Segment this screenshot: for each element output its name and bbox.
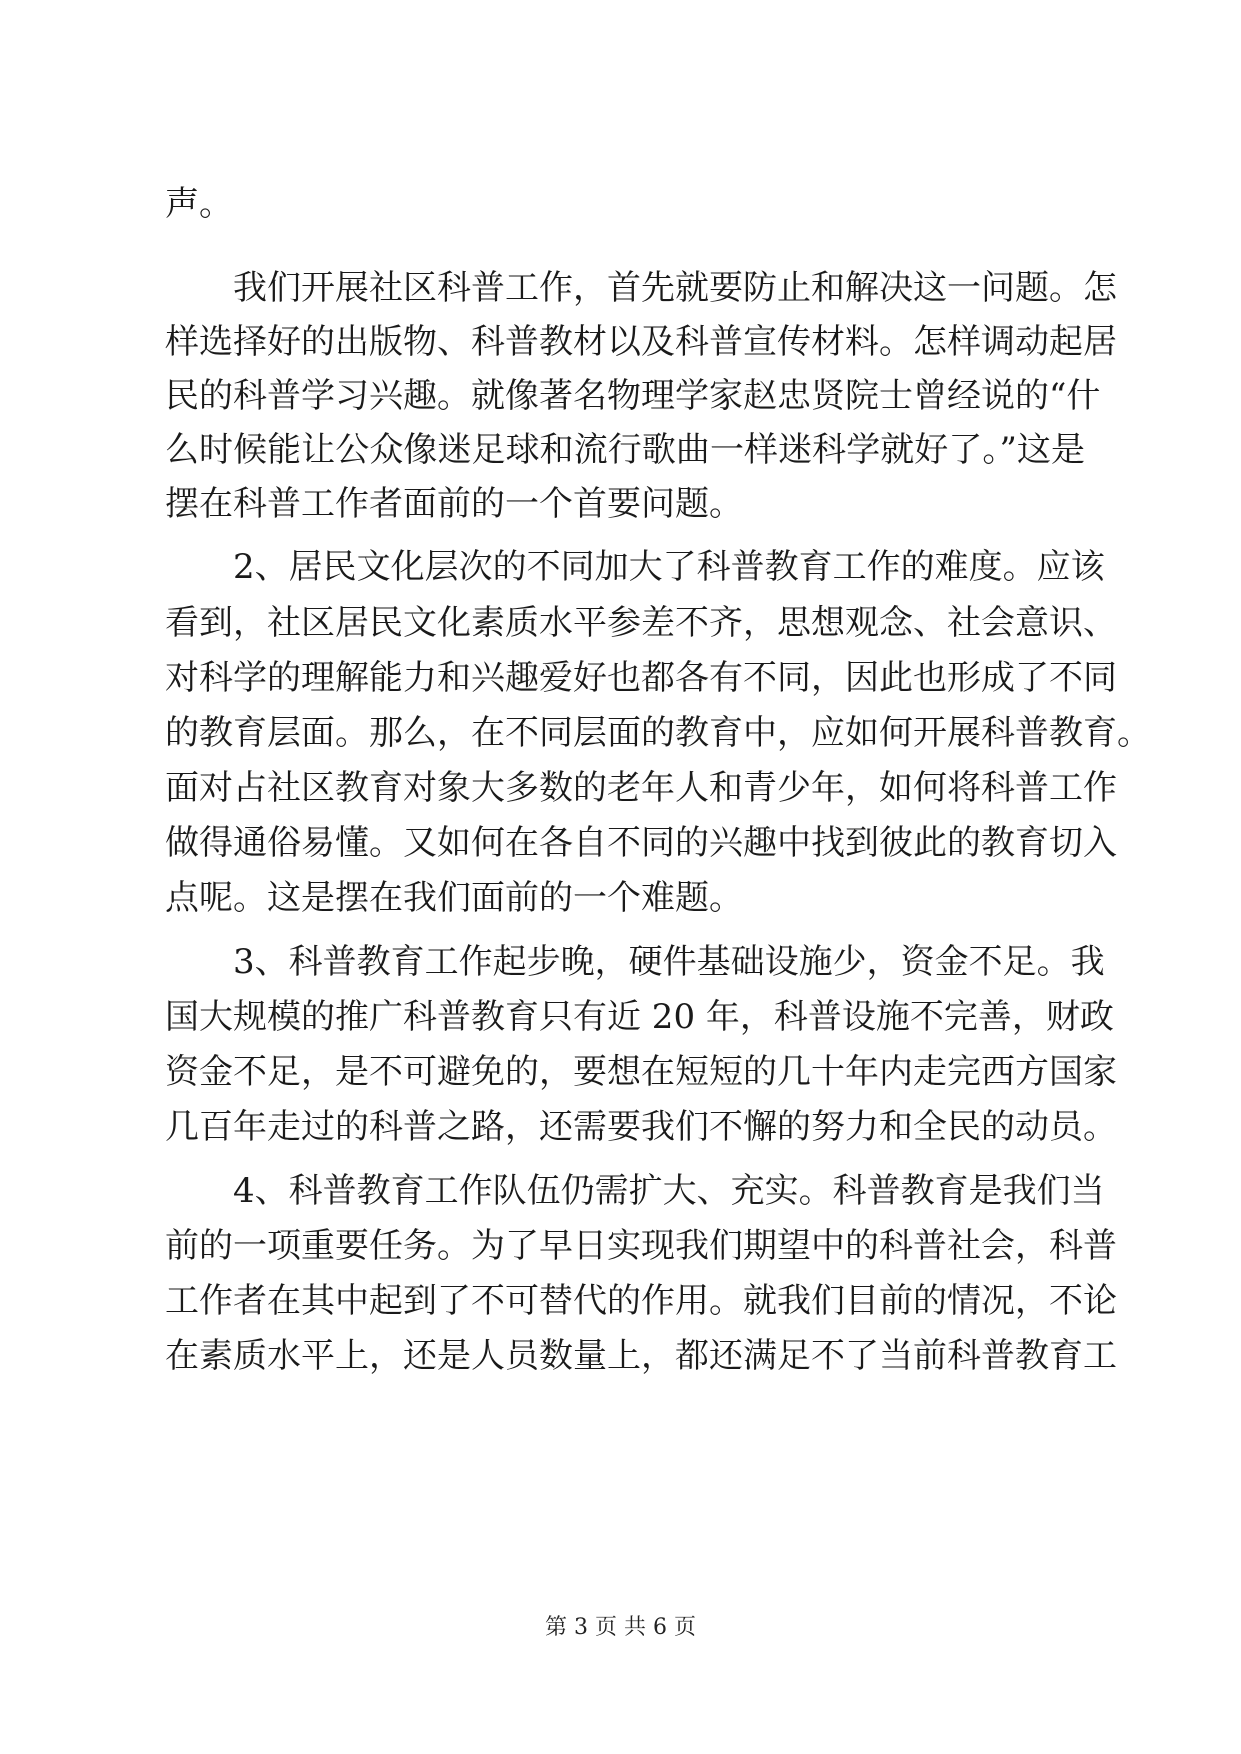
paragraph-line: 面对占社区教育对象大多数的老年人和青少年，如何将科普工作: [165, 768, 1117, 808]
paragraph-line: 我们开展社区科普工作，首先就要防止和解决这一问题。怎: [233, 268, 1117, 308]
paragraph-line: 么时候能让公众像迷足球和流行歌曲一样迷科学就好了。”这是: [165, 430, 1085, 470]
paragraph-line: 在素质水平上，还是人员数量上，都还满足不了当前科普教育工: [165, 1336, 1117, 1376]
paragraph-line: 样选择好的出版物、科普教材以及科普宣传材料。怎样调动起居: [165, 322, 1117, 362]
paragraph-line: 对科学的理解能力和兴趣爱好也都各有不同，因此也形成了不同: [165, 658, 1117, 698]
paragraph-line: 几百年走过的科普之路，还需要我们不懈的努力和全民的动员。: [165, 1107, 1117, 1147]
paragraph-line: 民的科普学习兴趣。就像著名物理学家赵忠贤院士曾经说的“什: [165, 376, 1101, 416]
paragraph-line: 3、科普教育工作起步晚，硬件基础设施少，资金不足。我: [233, 942, 1105, 982]
paragraph-line: 国大规模的推广科普教育只有近 20 年，科普设施不完善，财政: [165, 997, 1114, 1037]
paragraph-line: 工作者在其中起到了不可替代的作用。就我们目前的情况，不论: [165, 1281, 1117, 1321]
paragraph-line: 做得通俗易懂。又如何在各自不同的兴趣中找到彼此的教育切入: [165, 823, 1117, 863]
paragraph-line: 声。: [165, 184, 233, 224]
page-footer: 第 3 页 共 6 页: [545, 1615, 696, 1640]
paragraph-line: 前的一项重要任务。为了早日实现我们期望中的科普社会，科普: [165, 1226, 1117, 1266]
paragraph-line: 2、居民文化层次的不同加大了科普教育工作的难度。应该: [233, 547, 1105, 587]
paragraph-line: 的教育层面。那么，在不同层面的教育中，应如何开展科普教育。: [165, 713, 1151, 753]
paragraph-line: 点呢。这是摆在我们面前的一个难题。: [165, 878, 743, 918]
paragraph-line: 摆在科普工作者面前的一个首要问题。: [165, 484, 743, 524]
paragraph-line: 4、科普教育工作队伍仍需扩大、充实。科普教育是我们当: [233, 1171, 1105, 1211]
paragraph-line: 看到，社区居民文化素质水平参差不齐，思想观念、社会意识、: [165, 603, 1117, 643]
paragraph-line: 资金不足，是不可避免的，要想在短短的几十年内走完西方国家: [165, 1052, 1117, 1092]
